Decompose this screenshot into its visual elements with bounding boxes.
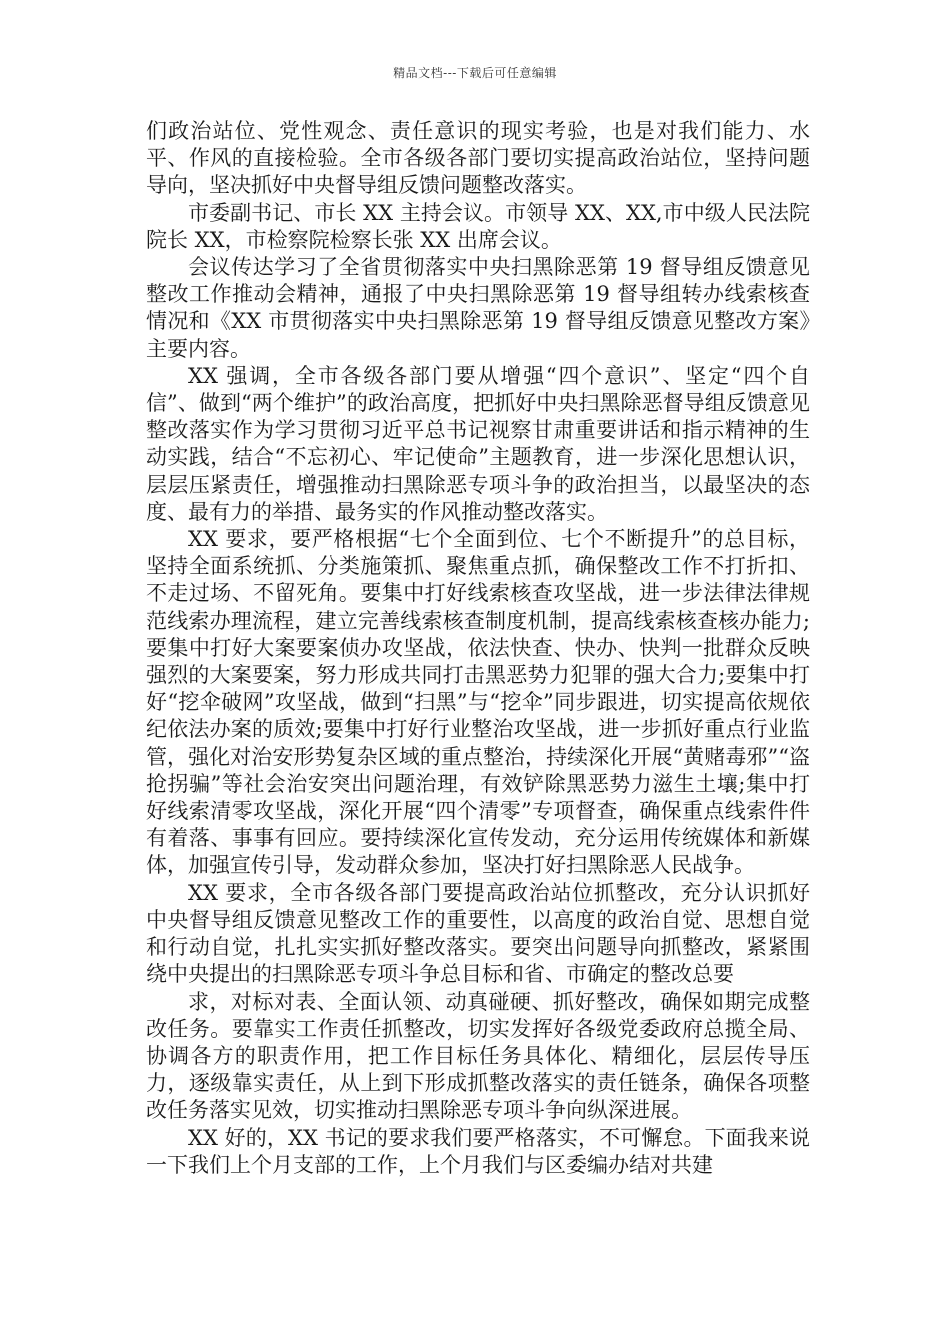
paragraph-3: 会议传达学习了全省贯彻落实中央扫黑除恶第 19 督导组反馈意见整改工作推动会精神，通报了中央扫黑除恶第 19 督导组转办线索核查情况和《XX 市贯彻落实中央扫黑除恶第 19 督导组反馈意见整改方案》主要内容。 [146, 255, 810, 361]
paragraph-8: XX 好的，XX 书记的要求我们要严格落实，不可懈怠。下面我来说一下我们上个月支部的工作，上个月我们与区委编办结对共建 [146, 1125, 810, 1177]
paragraph-4: XX 强调，全市各级各部门要从增强“四个意识”、坚定“四个自信”、做到“两个维护”的政治高度，把抓好中央扫黑除恶督导组反馈意见整改落实作为学习贯彻习近平总书记视察甘肃重要讲话和指示精神的生动实践，结合“不忘初心、牢记使命”主题教育，进一步深化思想认识，层层压紧责任，增强推动扫黑除恶专项斗争的政治担当，以最坚决的态度、最有力的举措、最务实的作风推动整改落实。 [146, 363, 810, 524]
document-body [146, 118, 810, 1179]
page-header: 精品文档---下载后可任意编辑 [393, 66, 557, 80]
paragraph-1: 们政治站位、党性观念、责任意识的现实考验，也是对我们能力、水平、作风的直接检验。全市各级各部门要切实提高政治站位，坚持问题导向，坚决抓好中央督导组反馈问题整改落实。 [146, 119, 810, 198]
paragraph-7: 求，对标对表、全面认领、动真碰硬、抓好整改，确保如期完成整改任务。要靠实工作责任抓整改，切实发挥好各级党委政府总揽全局、协调各方的职责作用，把工作目标任务具体化、精细化，层层传导压力，逐级靠实责任，从上到下形成抓整改落实的责任链条，确保各项整改任务落实见效，切实推动扫黑除恶专项斗争向纵深进展。 [146, 989, 810, 1123]
paragraph-5: XX 要求，要严格根据“七个全面到位、七个不断提升”的总目标，坚持全面系统抓、分类施策抓、聚焦重点抓，确保整改工作不打折扣、不走过场、不留死角。要集中打好线索核查攻坚战，进一步法律法律规范线索办理流程，建立完善线索核查制度机制，提高线索核查核办能力;要集中打好大案要案侦办攻坚战，依法快查、快办、快判一批群众反映强烈的大案要案，努力形成共同打击黑恶势力犯罪的强大合力;要集中打好“挖伞破网”攻坚战，做到“扫黑”与“挖伞”同步跟进，切实提高依规依纪依法办案的质效;要集中打好行业整治攻坚战，进一步抓好重点行业监管，强化对治安形势复杂区域的重点整治，持续深化开展“黄赌毒邪”“盗抢拐骗”等社会治安突出问题治理，有效铲除黑恶势力滋生土壤;集中打好线索清零攻坚战，深化开展“四个清零”专项督查，确保重点线索件件有着落、事事有回应。要持续深化宣传发动，充分运用传统媒体和新媒体，加强宣传引导，发动群众参加，坚决打好扫黑除恶人民战争。 [146, 527, 810, 878]
paragraph-6: XX 要求，全市各级各部门要提高政治站位抓整改，充分认识抓好中央督导组反馈意见整改工作的重要性，以高度的政治自觉、思想自觉和行动自觉，扎扎实实抓好整改落实。要突出问题导向抓整改，紧紧围绕中央提出的扫黑除恶专项斗争总目标和省、市确定的整改总要 [146, 880, 810, 987]
paragraph-2: 市委副书记、市长 XX 主持会议。市领导 XX、XX,市中级人民法院院长 XX，市检察院检察长张 XX 出席会议。 [146, 200, 810, 252]
